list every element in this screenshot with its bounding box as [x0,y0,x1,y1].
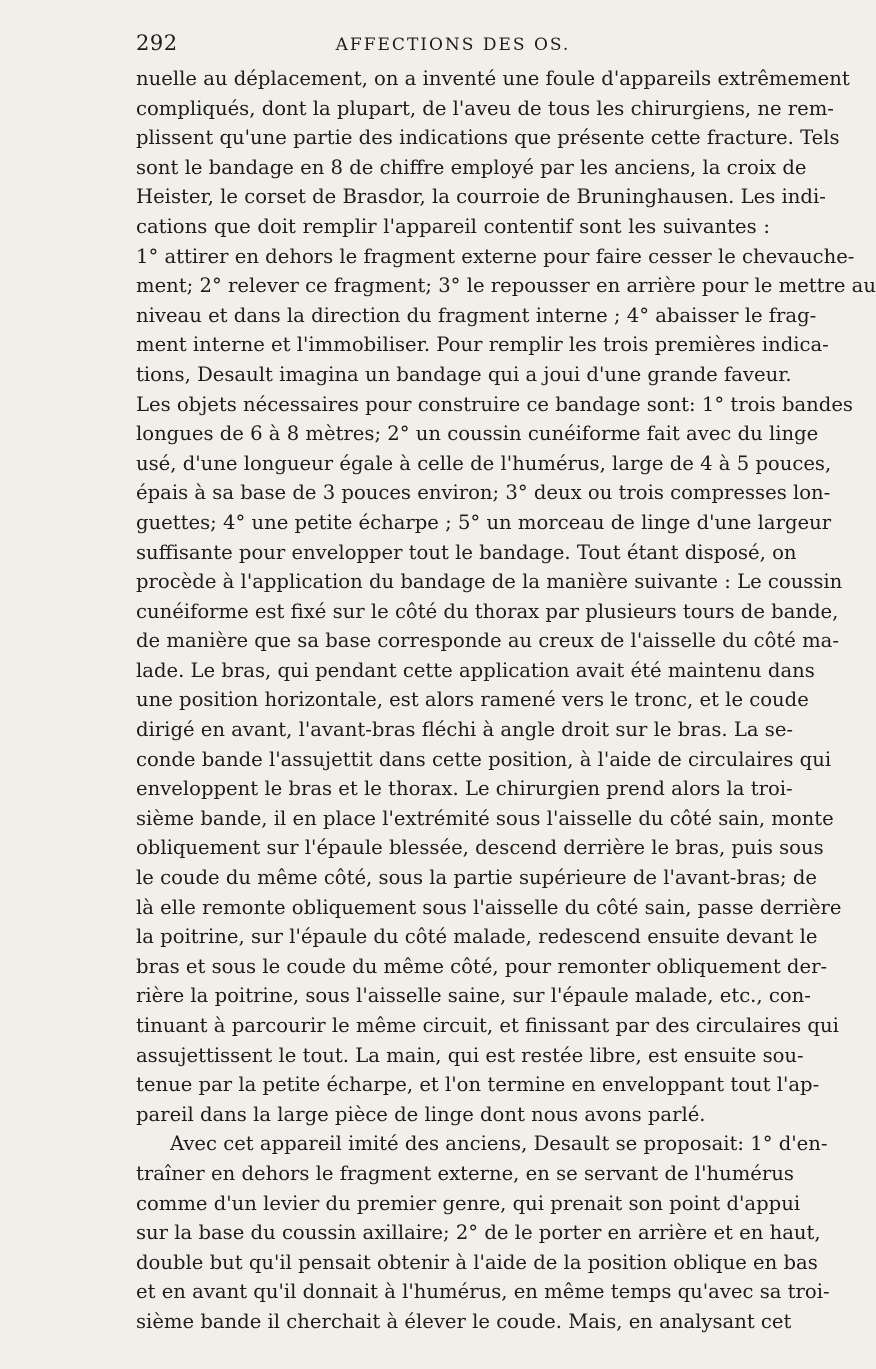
text-line: Avec cet appareil imité des anciens, Desault se proposait: 1° d'en- [170,1132,828,1156]
text-line: obliquement sur l'épaule blessée, descend derrière le bras, puis sous [136,836,824,860]
text-line: ment interne et l'immobiliser. Pour remplir les trois premières indica- [136,333,829,357]
text-line: Les objets nécessaires pour construire ce bandage sont: 1° trois bandes [136,392,853,416]
text-line: plissent qu'une partie des indications que présente cette fracture. Tels [136,126,840,150]
running-head [136,22,770,64]
text-line: tenue par la petite écharpe, et l'on termine en enveloppant tout l'ap- [136,1073,820,1097]
text-line: longues de 6 à 8 mètres; 2° un coussin cunéiforme fait avec du linge [136,422,819,446]
text-line: de manière que sa base corresponde au creux de l'aisselle du côté ma- [136,629,839,653]
page-number: 292 [136,31,178,55]
text-line: une position horizontale, est alors ramené vers le tronc, et le coude [136,688,809,712]
text-line: enveloppent le bras et le thorax. Le chirurgien prend alors la troi- [136,777,793,801]
text-line: suffisante pour envelopper tout le bandage. Tout étant disposé, on [136,540,797,564]
text-line: la poitrine, sur l'épaule du côté malade, redescend ensuite devant le [136,925,818,949]
text-line: compliqués, dont la plupart, de l'aveu de tous les chirurgiens, ne rem- [136,96,834,120]
text-line: tinuant à parcourir le même circuit, et finissant par des circulaires qui [136,1014,839,1037]
text-line: sont le bandage en 8 de chiffre employé par les anciens, la croix de [136,155,807,179]
text-line: cations que doit remplir l'appareil contentif sont les suivantes : [136,214,770,238]
text-line: comme d'un levier du premier genre, qui prenait son point d'appui [136,1191,801,1215]
text-line: le coude du même côté, sous la partie supérieure de l'avant-bras; de [136,866,818,890]
text-line: double but qu'il pensait obtenir à l'aide de la position oblique en bas [136,1250,818,1274]
text-line: conde bande l'assujettit dans cette position, à l'aide de circulaires qui [136,747,832,771]
running-head-title: AFFECTIONS DES OS. [335,35,571,55]
text-line: tions, Desault imagina un bandage qui a joui d'une grande faveur. [136,362,792,386]
text-line: traîner en dehors le fragment externe, en se servant de l'humérus [136,1161,794,1185]
text-line: ment; 2° relever ce fragment; 3° le repousser en arrière pour le mettre au [136,274,876,298]
body-text [136,64,876,1337]
text-line: bras et sous le coude du même côté, pour remonter obliquement der- [136,954,828,978]
text-line: cunéiforme est fixé sur le côté du thorax par plusieurs tours de bande, [136,599,839,623]
text-line: nuelle au déplacement, on a inventé une foule d'appareils extrêmement [136,67,850,90]
text-line: procède à l'application du bandage de la manière suivante : Le coussin [136,570,843,594]
text-line: niveau et dans la direction du fragment interne ; 4° abaisser le frag- [136,303,817,327]
text-line: 1° attirer en dehors le fragment externe pour faire cesser le chevauche- [136,244,855,268]
text-line: dirigé en avant, l'avant-bras fléchi à angle droit sur le bras. La se- [136,718,794,742]
text-line: pareil dans la large pièce de linge dont nous avons parlé. [136,1102,706,1126]
text-line: assujettissent le tout. La main, qui est restée libre, est ensuite sou- [136,1043,804,1067]
text-line: là elle remonte obliquement sous l'aisselle du côté sain, passe derrière [136,895,842,919]
text-line: usé, d'une longueur égale à celle de l'humérus, large de 4 à 5 pouces, [136,451,832,475]
text-line: rière la poitrine, sous l'aisselle saine, sur l'épaule malade, etc., con- [136,984,811,1008]
text-line: Heister, le corset de Brasdor, la courroie de Bruninghausen. Les indi- [136,185,826,209]
text-line: sième bande il cherchait à élever le coude. Mais, en analysant cet [136,1309,792,1333]
text-line: et en avant qu'il donnait à l'humérus, en même temps qu'avec sa troi- [136,1280,830,1304]
text-line: sur la base du coussin axillaire; 2° de le porter en arrière et en haut, [136,1221,821,1245]
text-line: épais à sa base de 3 pouces environ; 3° deux ou trois compresses lon- [136,481,831,505]
text-line: lade. Le bras, qui pendant cette application avait été maintenu dans [136,658,815,682]
text-line: guettes; 4° une petite écharpe ; 5° un morceau de linge d'une largeur [136,510,832,534]
text-line: sième bande, il en place l'extrémité sous l'aisselle du côté sain, monte [136,806,834,830]
